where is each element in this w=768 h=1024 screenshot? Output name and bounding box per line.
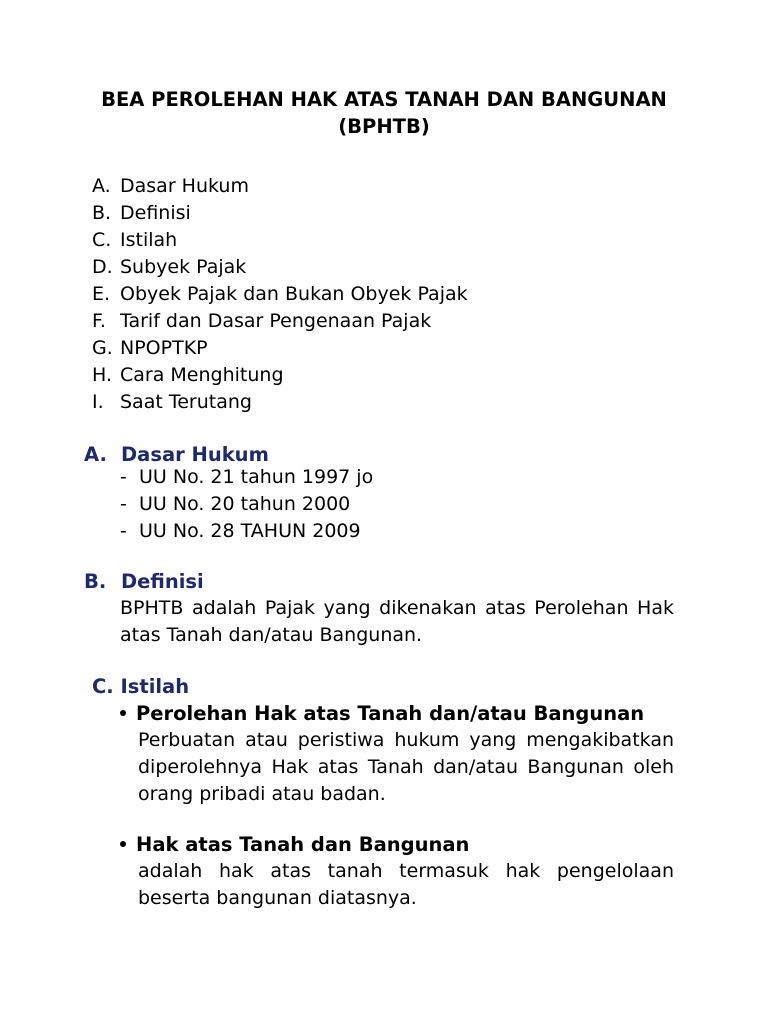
toc-item — [92, 173, 468, 200]
toc-text: NPOPTKP — [120, 337, 208, 359]
definition-paragraph: BPHTB adalah Pajak yang dikenakan atas Perolehan Hak atas Tanah dan/atau Bangunan. — [120, 597, 674, 646]
section-a-title: Dasar Hukum — [121, 443, 269, 466]
list-item — [120, 518, 373, 545]
toc-letter: G. — [92, 337, 113, 359]
section-b-title: Definisi — [121, 570, 204, 593]
bullet-icon — [120, 710, 126, 716]
term-heading — [120, 831, 469, 858]
bullet-icon — [120, 841, 126, 847]
list-item-text: UU No. 21 tahun 1997 jo — [139, 466, 374, 488]
toc-letter: C. — [92, 229, 112, 251]
toc-item — [92, 281, 468, 308]
section-a-letter: A. — [84, 443, 107, 466]
toc-letter: A. — [92, 175, 111, 197]
document-title — [0, 86, 768, 140]
toc-item — [92, 227, 468, 254]
table-of-contents — [92, 173, 468, 416]
toc-text: Tarif dan Dasar Pengenaan Pajak — [120, 310, 432, 332]
toc-letter: D. — [92, 256, 113, 278]
toc-text: Obyek Pajak dan Bukan Obyek Pajak — [120, 283, 468, 305]
toc-item — [92, 389, 468, 416]
toc-letter: F. — [92, 310, 106, 332]
dash-marker: - — [120, 466, 127, 488]
section-b-letter: B. — [84, 570, 107, 593]
toc-item — [92, 335, 468, 362]
title-line-1: BEA PEROLEHAN HAK ATAS TANAH DAN BANGUNAN — [101, 88, 667, 111]
toc-letter: I. — [92, 391, 104, 413]
toc-text: Saat Terutang — [120, 391, 252, 413]
term-definition: adalah hak atas tanah termasuk hak pengelolaan beserta bangunan diatasnya. — [138, 860, 674, 909]
toc-letter: H. — [92, 364, 112, 386]
title-line-2: (BPHTB) — [338, 115, 430, 138]
toc-item — [92, 308, 468, 335]
list-item-text: UU No. 28 TAHUN 2009 — [139, 520, 361, 542]
term-heading — [120, 700, 644, 727]
toc-item — [92, 362, 468, 389]
toc-letter: B. — [92, 202, 112, 224]
list-item — [120, 464, 373, 491]
list-item-text: UU No. 20 tahun 2000 — [139, 493, 351, 515]
term-title: Hak atas Tanah dan Bangunan — [136, 833, 470, 856]
toc-text: Subyek Pajak — [120, 256, 247, 278]
section-b-heading — [84, 568, 204, 595]
term-definition: Perbuatan atau peristiwa hukum yang mengakibatkan diperolehnya Hak atas Tanah dan/atau Bangunan oleh orang pribadi atau badan. — [138, 729, 674, 805]
term-title: Perolehan Hak atas Tanah dan/atau Bangunan — [136, 702, 645, 725]
dash-marker: - — [120, 520, 127, 542]
toc-item — [92, 200, 468, 227]
section-c-heading: C. Istilah — [92, 675, 190, 698]
toc-letter: E. — [92, 283, 111, 305]
toc-text: Istilah — [120, 229, 178, 251]
toc-item — [92, 254, 468, 281]
toc-text: Definisi — [120, 202, 191, 224]
toc-text: Dasar Hukum — [120, 175, 249, 197]
legal-basis-list — [120, 464, 373, 545]
list-item — [120, 491, 373, 518]
dash-marker: - — [120, 493, 127, 515]
toc-text: Cara Menghitung — [120, 364, 284, 386]
